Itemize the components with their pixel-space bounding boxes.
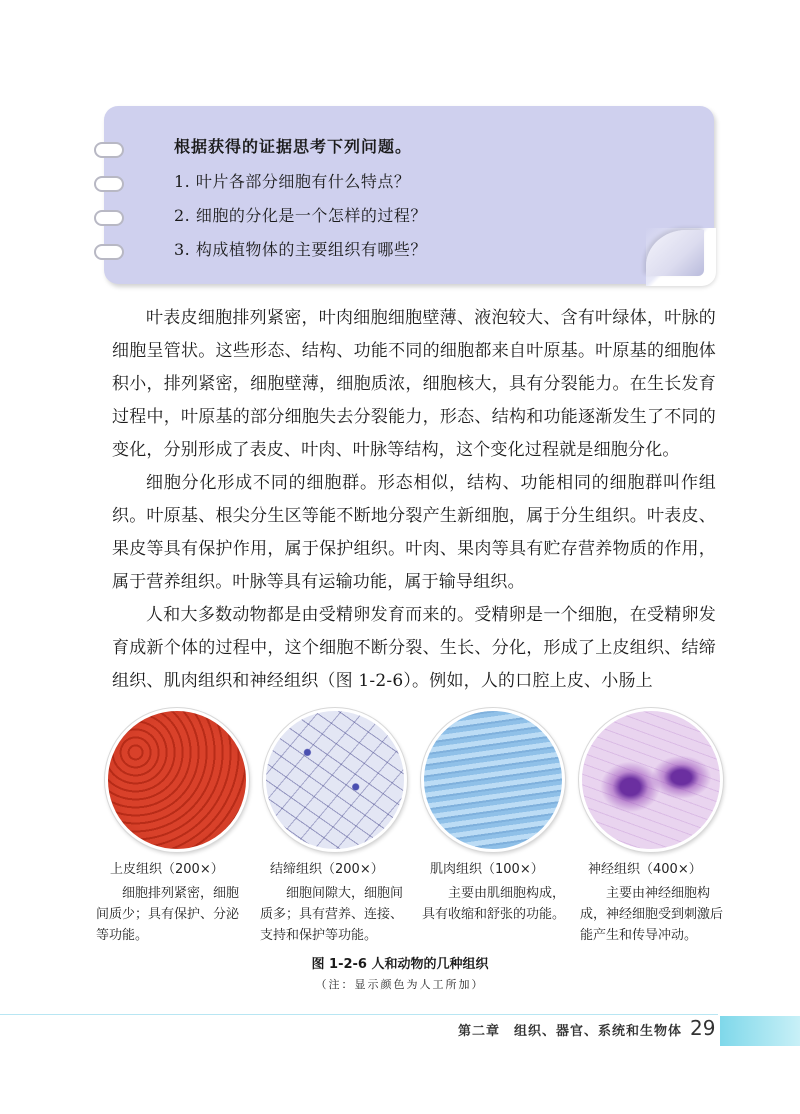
question-box-title: 根据获得的证据思考下列问题。 bbox=[174, 137, 413, 156]
tissue-label: 神经组织（400×） bbox=[588, 862, 702, 877]
binder-ring-icon bbox=[94, 142, 124, 158]
chapter-title: 第二章 组织、器官、系统和生物体 bbox=[458, 1024, 683, 1039]
question-item: 3. 构成植物体的主要组织有哪些？ bbox=[174, 240, 427, 259]
tissue-description: 细胞排列紧密，细胞间质少；具有保护、分泌等功能。 bbox=[96, 886, 240, 943]
tissue-description: 细胞间隙大，细胞间质多；具有营养、连接、支持和保护等功能。 bbox=[260, 886, 404, 943]
tissue-description: 主要由肌细胞构成，具有收缩和舒张的功能。 bbox=[422, 886, 566, 922]
question-item: 1. 叶片各部分细胞有什么特点？ bbox=[174, 172, 411, 191]
nervous-tissue-micrograph bbox=[579, 708, 723, 852]
figure-caption: 图 1-2-6 人和动物的几种组织 bbox=[311, 957, 489, 972]
body-paragraph: 叶表皮细胞排列紧密，叶肉细胞细胞壁薄、液泡较大、含有叶绿体，叶脉的细胞呈管状。这些形态、结构、功能不同的细胞都来自叶原基。叶原基的细胞体积小，排列紧密，细胞壁薄，细胞质浓，细胞核大，具有分裂能力。在生长发育过程中，叶原基的部分细胞失去分裂能力，形态、结构和功能逐渐发生了不同的变化，分别形成了表皮、叶肉、叶脉等结构，这个变化过程就是细胞分化。 bbox=[112, 308, 716, 460]
page-tab-decoration bbox=[720, 1016, 800, 1046]
question-item: 2. 细胞的分化是一个怎样的过程？ bbox=[174, 206, 427, 225]
body-paragraph: 细胞分化形成不同的细胞群。形态相似，结构、功能相同的细胞群叫作组织。叶原基、根尖分生区等能不断地分裂产生新细胞，属于分生组织。叶表皮、果皮等具有保护作用，属于保护组织。叶肉、果肉等具有贮存营养物质的作用，属于营养组织。叶脉等具有运输功能，属于输导组织。 bbox=[112, 473, 716, 592]
tissue-label: 结缔组织（200×） bbox=[270, 862, 384, 877]
muscle-tissue-micrograph bbox=[421, 708, 565, 852]
tissue-label: 上皮组织（200×） bbox=[110, 862, 224, 877]
tissue-description: 主要由神经细胞构成，神经细胞受到刺激后能产生和传导冲动。 bbox=[580, 886, 724, 943]
tissue-label: 肌肉组织（100×） bbox=[430, 862, 544, 877]
binder-ring-icon bbox=[94, 210, 124, 226]
binder-ring-icon bbox=[94, 176, 124, 192]
body-paragraph: 人和大多数动物都是由受精卵发育而来的。受精卵是一个细胞，在受精卵发育成新个体的过程中，这个细胞不断分裂、生长、分化，形成了上皮组织、结缔组织、肌肉组织和神经组织（图 1-2-6）。例如，人的口腔上皮、小肠上 bbox=[112, 605, 716, 691]
binder-ring-icon bbox=[94, 244, 124, 260]
page-number: 29 bbox=[690, 1016, 716, 1040]
connective-tissue-micrograph bbox=[263, 708, 407, 852]
footer-divider bbox=[0, 1014, 718, 1015]
figure-note: （注：显示颜色为人工所加） bbox=[315, 978, 485, 991]
epithelial-tissue-micrograph bbox=[105, 708, 249, 852]
